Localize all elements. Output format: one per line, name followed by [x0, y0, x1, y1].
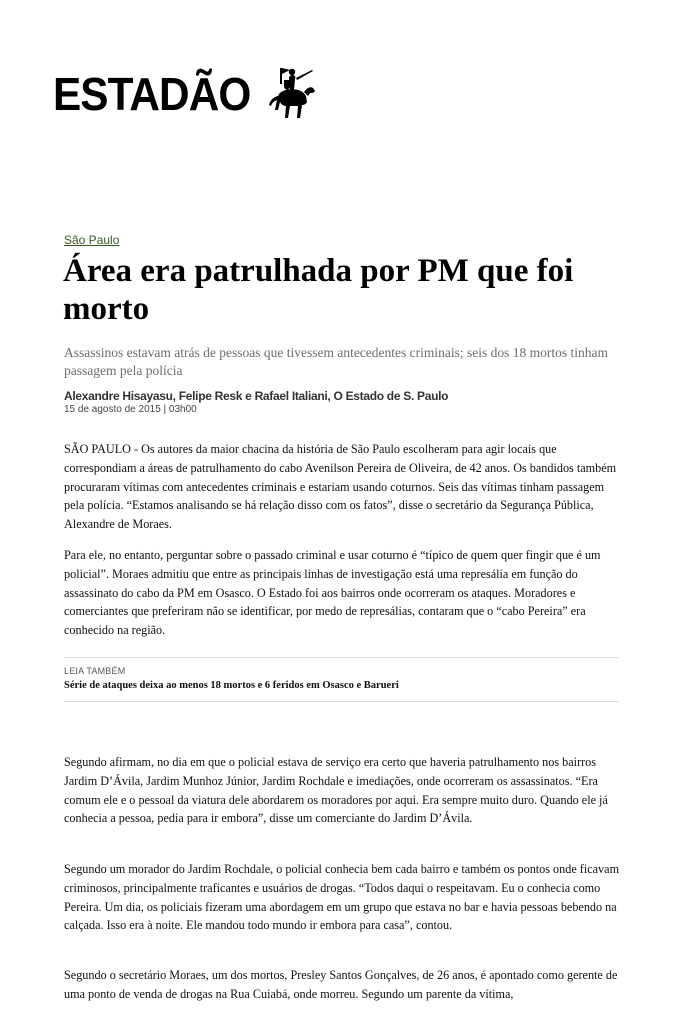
related-label: LEIA TAMBÉM	[64, 666, 126, 676]
article-title: Área era patrulhada por PM que foi morto	[63, 253, 574, 327]
estadao-logo[interactable]	[53, 66, 322, 122]
article-paragraph: SÃO PAULO - Os autores da maior chacina da história de São Paulo escolheram para agir locais que correspondiam a áreas de patrulhamento do cabo Avenilson Pereira de Oliveira, de 42 anos. Os bandidos também procuraram vítimas com antecedentes criminais e estariam usando coturnos. Seis das vítimas tinham passagem pela polícia. “Estamos analisando se há relação disso com os fatos”, disse o secretário da Segurança Pública, Alexandre de Moraes.	[64, 442, 617, 532]
section-link[interactable]: São Paulo	[64, 233, 120, 247]
article-paragraph: Segundo um morador do Jardim Rochdale, o policial conhecia bem cada bairro e também os pontos onde ficavam criminosos, principalmente traficantes e usuários de drogas. “Todos daqui o respeitavam. Eu o conhecia como Pereira. Um dia, os policiais fizeram uma abordagem em um grupo que estava no bar e havia pessoas bebendo na calçada. Isso era à noite. Ele mandou todo mundo ir embora para casa”, contou.	[64, 862, 620, 933]
article-paragraph: Segundo o secretário Moraes, um dos mortos, Presley Santos Gonçalves, de 26 anos, é apontado como gerente de uma ponto de venda de drogas na Rua Cuiabá, onde morreu. Segundo um parente da vítima,	[64, 968, 618, 1001]
related-article-box	[64, 657, 619, 702]
article-date: 15 de agosto de 2015 | 03h00	[64, 404, 197, 415]
article-paragraph: Para ele, no entanto, perguntar sobre o passado criminal e usar coturno é “típico de quem quer fingir que é um policial”. Moraes admitiu que entre as principais linhas de investigação está uma represália em função do assassinato do cabo da PM em Osasco. O Estado foi aos bairros onde ocorreram os ataques. Moradores e comerciantes que preferiram não se identificar, por medo de represálias, contaram que o “cabo Pereira” era conhecido na região.	[64, 548, 601, 638]
related-article-link[interactable]: Série de ataques deixa ao menos 18 mortos e 6 feridos em Osasco e Barueri	[64, 680, 399, 691]
horse-rider-icon	[260, 66, 322, 122]
logo-wordmark: ESTADÃO	[53, 68, 251, 120]
article-subtitle: Assassinos estavam atrás de pessoas que tivessem antecedentes criminais; seis dos 18 mortos tinham passagem pela polícia	[64, 345, 609, 378]
article-authors: Alexandre Hisayasu, Felipe Resk e Rafael Italiani, O Estado de S. Paulo	[64, 389, 449, 403]
article-paragraph: Segundo afirmam, no dia em que o policial estava de serviço era certo que haveria patrulhamento nos bairros Jardim D’Ávila, Jardim Munhoz Júnior, Jardim Rochdale e imediações, onde ocorreram os assassinatos. “Era comum ele e o pessoal da viatura dele abordarem os moradores por aqui. Era sempre muito duro. Quando ele já conhecia a pessoa, pedia para ir embora”, disse um comerciante do Jardim D’Ávila.	[64, 755, 608, 826]
